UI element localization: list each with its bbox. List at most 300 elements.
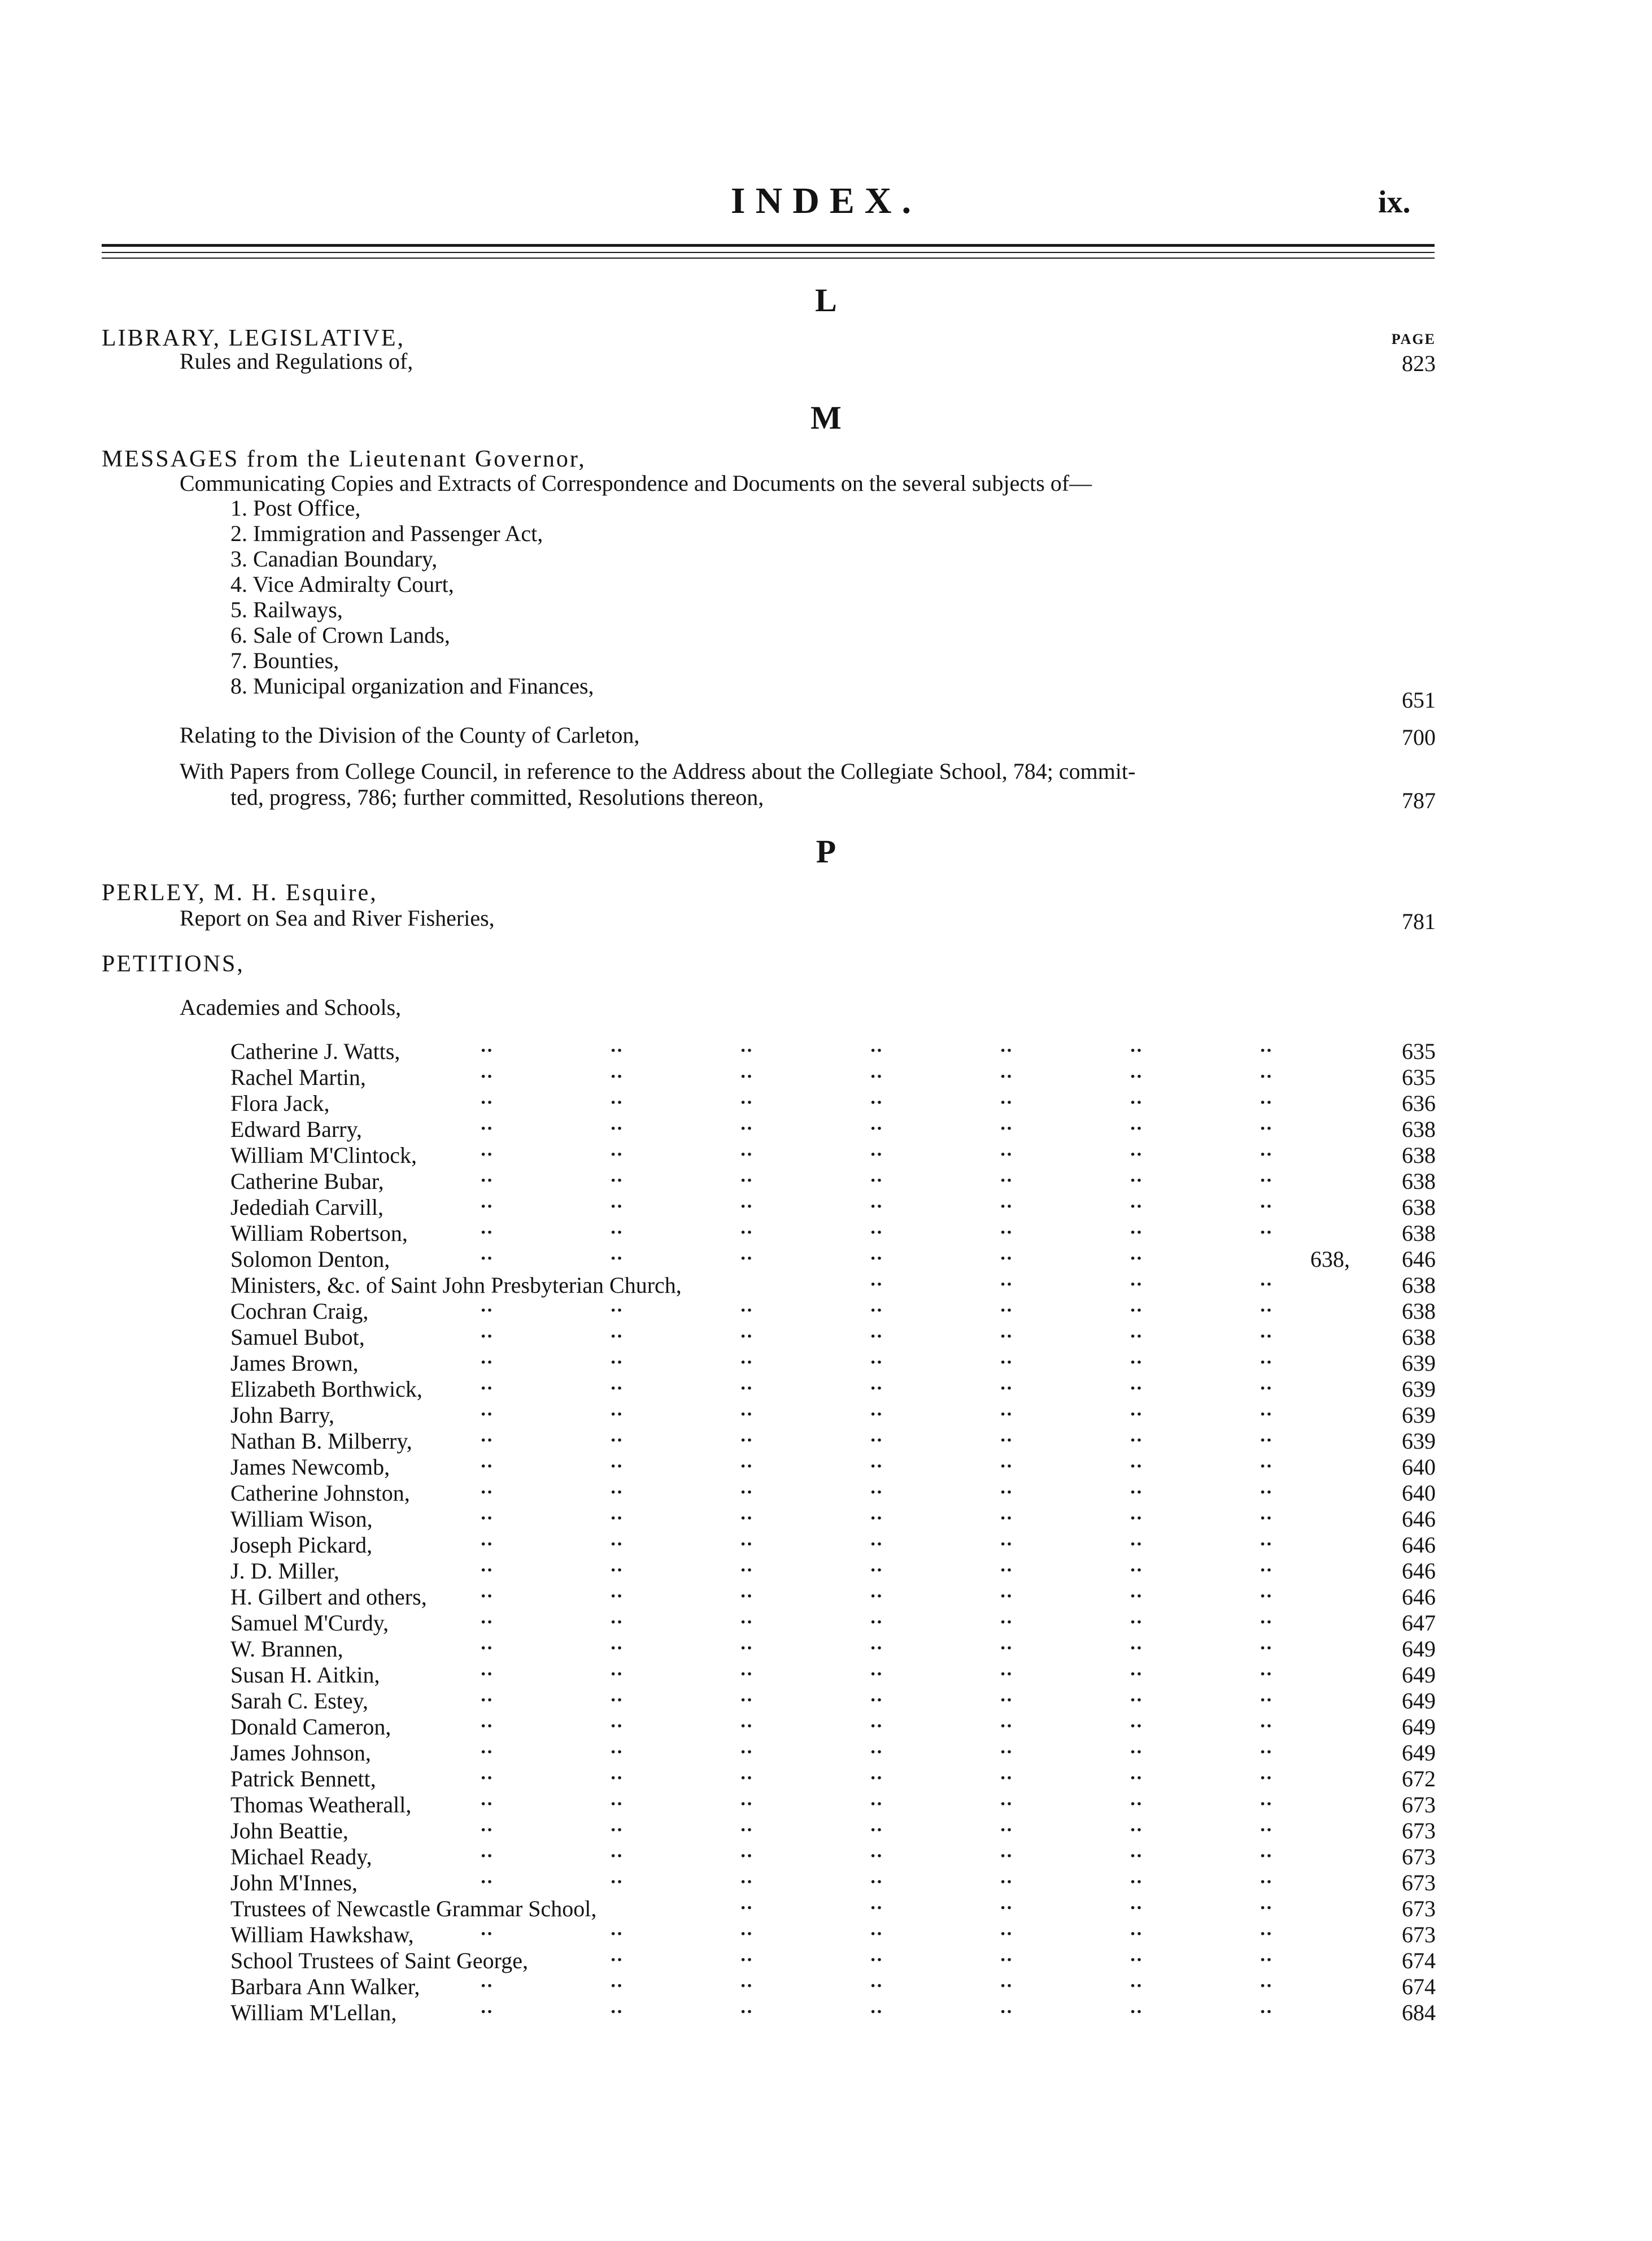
leader-dot: ·· — [610, 1482, 623, 1503]
petition-name: William M'Lellan, — [230, 2000, 397, 2025]
petition-page: 635 — [1402, 1065, 1436, 1090]
petition-page: 649 — [1402, 1636, 1436, 1662]
petition-page: 646 — [1402, 1532, 1436, 1558]
leader-dot: ·· — [1130, 1638, 1143, 1659]
petition-row — [0, 2002, 1652, 2028]
petition-name: Rachel Martin, — [230, 1065, 366, 1090]
leader-dot: ·· — [1259, 1144, 1272, 1165]
library-entry-page: 823 — [1402, 351, 1436, 376]
petition-row — [0, 1508, 1652, 1534]
leader-dot: ·· — [1130, 1768, 1143, 1789]
leader-dot: ·· — [740, 1768, 753, 1789]
leader-dot: ·· — [480, 1482, 493, 1503]
petition-page: 674 — [1402, 1948, 1436, 1973]
petition-name: Samuel M'Curdy, — [230, 1610, 389, 1636]
petition-page: 639 — [1402, 1402, 1436, 1428]
leader-dot: ·· — [1130, 1040, 1143, 1061]
messages-subject-item: 3. Canadian Boundary, — [230, 546, 438, 572]
petition-row — [0, 1768, 1652, 1794]
petition-row — [0, 1716, 1652, 1742]
messages-heading: MESSAGES from the Lieutenant Governor, — [102, 446, 586, 472]
leader-dot: ·· — [480, 1872, 493, 1893]
petition-name: Donald Cameron, — [230, 1714, 391, 1739]
leader-dot: ·· — [1130, 1222, 1143, 1243]
section-letter-p: P — [816, 833, 836, 870]
leader-dot: ·· — [740, 1300, 753, 1321]
leader-dot: ·· — [480, 1976, 493, 1996]
leader-dot: ·· — [1130, 1326, 1143, 1347]
leader-dot: ·· — [1000, 1066, 1013, 1087]
leader-dot: ·· — [1000, 1144, 1013, 1165]
leader-dot: ·· — [610, 1222, 623, 1243]
petition-row — [0, 1742, 1652, 1768]
leader-dot: ·· — [870, 1196, 883, 1217]
leader-dot: ·· — [610, 1950, 623, 1970]
leader-dot: ·· — [740, 1092, 753, 1113]
messages-papers-line1: With Papers from College Council, in reference to the Address about the Collegiate School, 784; commit- — [180, 758, 1136, 784]
leader-dot: ·· — [610, 1560, 623, 1581]
petition-row — [0, 1326, 1652, 1352]
messages-subject-item: 1. Post Office, — [230, 495, 361, 521]
leader-dot: ·· — [870, 1326, 883, 1347]
leader-dot: ·· — [1259, 1222, 1272, 1243]
leader-dot: ·· — [870, 1534, 883, 1555]
leader-dot: ·· — [870, 1222, 883, 1243]
leader-dot: ·· — [1259, 1976, 1272, 1996]
leader-dot: ·· — [610, 1612, 623, 1633]
leader-dot: ·· — [610, 1768, 623, 1789]
leader-dot: ·· — [740, 1924, 753, 1944]
leader-dot: ·· — [610, 1144, 623, 1165]
leader-dot: ·· — [1000, 1326, 1013, 1347]
leader-dot: ·· — [740, 2002, 753, 2022]
petition-name: James Johnson, — [230, 1740, 371, 1765]
leader-dot: ·· — [740, 1456, 753, 1477]
library-heading: LIBRARY, LEGISLATIVE, — [102, 325, 406, 351]
leader-dot: ·· — [480, 1664, 493, 1685]
leader-dot: ·· — [740, 1352, 753, 1373]
leader-dot: ·· — [1130, 1872, 1143, 1893]
petition-row — [0, 1404, 1652, 1430]
petition-name: Flora Jack, — [230, 1091, 330, 1116]
leader-dot: ·· — [740, 1664, 753, 1685]
leader-dot: ·· — [870, 1508, 883, 1529]
leader-dot: ·· — [480, 1040, 493, 1061]
leader-dot: ·· — [480, 1300, 493, 1321]
leader-dot: ·· — [1000, 1794, 1013, 1815]
leader-dot: ·· — [1130, 1534, 1143, 1555]
leader-dot: ·· — [480, 1534, 493, 1555]
leader-dot: ·· — [1130, 1456, 1143, 1477]
leader-dot: ·· — [1259, 1404, 1272, 1425]
leader-dot: ·· — [610, 1820, 623, 1841]
leader-dot: ·· — [480, 1820, 493, 1841]
leader-dot: ·· — [740, 1898, 753, 1919]
leader-dot: ·· — [1130, 1976, 1143, 1996]
leader-dot: ·· — [1259, 1768, 1272, 1789]
leader-dot: ·· — [1130, 1378, 1143, 1399]
petition-page: 649 — [1402, 1740, 1436, 1765]
petition-name: Edward Barry, — [230, 1117, 362, 1142]
petition-page: 684 — [1402, 2000, 1436, 2025]
petition-name: Trustees of Newcastle Grammar School, — [230, 1896, 597, 1921]
leader-dot: ·· — [870, 1144, 883, 1165]
petition-row — [0, 1820, 1652, 1846]
leader-dot: ·· — [1000, 1248, 1013, 1269]
leader-dot: ·· — [610, 1534, 623, 1555]
leader-dot: ·· — [740, 1794, 753, 1815]
petition-name: Cochran Craig, — [230, 1298, 369, 1324]
leader-dot: ·· — [740, 1638, 753, 1659]
leader-dot: ·· — [1130, 1716, 1143, 1737]
leader-dot: ·· — [870, 1482, 883, 1503]
petition-row — [0, 1196, 1652, 1222]
petition-name: Michael Ready, — [230, 1844, 372, 1869]
page-column-label: PAGE — [1391, 331, 1436, 347]
petition-row — [0, 1586, 1652, 1612]
leader-dot: ·· — [1000, 1820, 1013, 1841]
petition-page: 646 — [1402, 1584, 1436, 1610]
leader-dot: ·· — [1259, 1924, 1272, 1944]
leader-dot: ·· — [1000, 1742, 1013, 1763]
leader-dot: ·· — [1000, 1196, 1013, 1217]
leader-dot: ·· — [740, 1950, 753, 1970]
library-entry: Rules and Regulations of, — [180, 348, 413, 374]
leader-dot: ·· — [480, 1456, 493, 1477]
section-letter-m: M — [810, 399, 842, 436]
petition-row — [0, 1170, 1652, 1196]
leader-dot: ·· — [870, 1742, 883, 1763]
leader-dot: ·· — [740, 1326, 753, 1347]
leader-dot: ·· — [740, 1144, 753, 1165]
leader-dot: ·· — [740, 1560, 753, 1581]
leader-dot: ·· — [1130, 1352, 1143, 1373]
petition-row — [0, 1378, 1652, 1404]
leader-dot: ·· — [1000, 1092, 1013, 1113]
leader-dot: ·· — [610, 2002, 623, 2022]
leader-dot: ·· — [610, 1040, 623, 1061]
leader-dot: ·· — [870, 1950, 883, 1970]
leader-dot: ·· — [1130, 1846, 1143, 1867]
leader-dot: ·· — [1259, 1092, 1272, 1113]
petition-row — [0, 1248, 1652, 1274]
petition-row — [0, 1664, 1652, 1690]
leader-dot: ·· — [1000, 1482, 1013, 1503]
perley-entry: Report on Sea and River Fisheries, — [180, 905, 495, 931]
leader-dot: ·· — [1000, 1898, 1013, 1919]
leader-dot: ·· — [740, 1820, 753, 1841]
petition-page: 673 — [1402, 1870, 1436, 1895]
leader-dot: ·· — [740, 1846, 753, 1867]
leader-dot: ·· — [870, 1040, 883, 1061]
leader-dot: ·· — [610, 1404, 623, 1425]
leader-dot: ·· — [610, 1508, 623, 1529]
petition-row — [0, 1092, 1652, 1118]
petition-row — [0, 1872, 1652, 1898]
leader-dot: ·· — [1259, 1118, 1272, 1139]
leader-dot: ·· — [480, 1508, 493, 1529]
leader-dot: ·· — [1130, 1898, 1143, 1919]
leader-dot: ·· — [740, 1534, 753, 1555]
leader-dot: ·· — [1259, 1586, 1272, 1607]
petition-name: Elizabeth Borthwick, — [230, 1376, 422, 1402]
leader-dot: ·· — [1000, 1924, 1013, 1944]
leader-dot: ·· — [480, 1352, 493, 1373]
leader-dot: ·· — [1259, 1456, 1272, 1477]
leader-dot: ·· — [870, 1664, 883, 1685]
petition-page: 635 — [1402, 1039, 1436, 1064]
petition-row — [0, 1924, 1652, 1950]
leader-dot: ·· — [480, 1378, 493, 1399]
leader-dot: ·· — [480, 1742, 493, 1763]
leader-dot: ·· — [870, 1794, 883, 1815]
leader-dot: ·· — [610, 1118, 623, 1139]
leader-dot: ·· — [480, 1118, 493, 1139]
leader-dot: ·· — [1130, 1144, 1143, 1165]
leader-dot: ·· — [870, 1976, 883, 1996]
petition-page: 649 — [1402, 1662, 1436, 1688]
leader-dot: ·· — [1259, 1378, 1272, 1399]
leader-dot: ·· — [1130, 1820, 1143, 1841]
leader-dot: ·· — [1130, 1066, 1143, 1087]
leader-dot: ·· — [740, 1872, 753, 1893]
leader-dot: ·· — [1259, 1560, 1272, 1581]
petition-page: 673 — [1402, 1818, 1436, 1843]
petition-row — [0, 1560, 1652, 1586]
leader-dot: ·· — [870, 1898, 883, 1919]
leader-dot: ·· — [870, 1612, 883, 1633]
petition-row — [0, 1066, 1652, 1092]
header-rule — [102, 244, 1435, 247]
leader-dot: ·· — [1000, 1040, 1013, 1061]
leader-dot: ·· — [1000, 1170, 1013, 1191]
leader-dot: ·· — [610, 1846, 623, 1867]
petition-name: Jedediah Carvill, — [230, 1194, 384, 1220]
leader-dot: ·· — [610, 1664, 623, 1685]
leader-dot: ·· — [1259, 1430, 1272, 1451]
leader-dot: ·· — [1130, 1508, 1143, 1529]
leader-dot: ·· — [610, 1352, 623, 1373]
petition-name: School Trustees of Saint George, — [230, 1948, 529, 1973]
leader-dot: ·· — [480, 1612, 493, 1633]
leader-dot: ·· — [1259, 1274, 1272, 1295]
leader-dot: ·· — [1000, 1586, 1013, 1607]
leader-dot: ·· — [740, 1612, 753, 1633]
petition-name: Joseph Pickard, — [230, 1532, 373, 1558]
petition-page: 638 — [1402, 1298, 1436, 1324]
petition-page: 647 — [1402, 1610, 1436, 1636]
leader-dot: ·· — [1130, 1612, 1143, 1633]
petition-name: Catherine J. Watts, — [230, 1039, 400, 1064]
petition-page: 638 — [1402, 1117, 1436, 1142]
leader-dot: ·· — [610, 1690, 623, 1711]
petition-row — [0, 1612, 1652, 1638]
leader-dot: ·· — [480, 1066, 493, 1087]
leader-dot: ·· — [1130, 1118, 1143, 1139]
leader-dot: ·· — [870, 1560, 883, 1581]
leader-dot: ·· — [870, 1586, 883, 1607]
leader-dot: ·· — [1000, 1612, 1013, 1633]
leader-dot: ·· — [1259, 1352, 1272, 1373]
petition-page: 649 — [1402, 1714, 1436, 1739]
leader-dot: ·· — [740, 1690, 753, 1711]
leader-dot: ·· — [870, 1066, 883, 1087]
leader-dot: ·· — [1000, 1300, 1013, 1321]
leader-dot: ·· — [610, 1430, 623, 1451]
leader-dot: ·· — [1130, 1560, 1143, 1581]
petition-name: John M'Innes, — [230, 1870, 358, 1895]
leader-dot: ·· — [1130, 1690, 1143, 1711]
petition-row — [0, 1794, 1652, 1820]
leader-dot: ·· — [740, 1118, 753, 1139]
petition-name: Samuel Bubot, — [230, 1324, 365, 1350]
leader-dot: ·· — [480, 1586, 493, 1607]
leader-dot: ·· — [1259, 1196, 1272, 1217]
leader-dot: ·· — [1259, 1716, 1272, 1737]
leader-dot: ·· — [610, 1638, 623, 1659]
petition-name: Solomon Denton, — [230, 1246, 390, 1272]
petition-page: 673 — [1402, 1922, 1436, 1947]
petitions-list — [0, 1040, 1652, 2028]
leader-dot: ·· — [870, 1846, 883, 1867]
messages-subject-item: 6. Sale of Crown Lands, — [230, 622, 450, 648]
leader-dot: ·· — [1000, 1950, 1013, 1970]
petition-row — [0, 1144, 1652, 1170]
messages-subject-item: 4. Vice Admiralty Court, — [230, 572, 454, 597]
leader-dot: ·· — [740, 1196, 753, 1217]
leader-dot: ·· — [1000, 1430, 1013, 1451]
leader-dot: ·· — [1000, 1976, 1013, 1996]
leader-dot: ·· — [1130, 2002, 1143, 2022]
leader-dot: ·· — [610, 1586, 623, 1607]
petition-name: Ministers, &c. of Saint John Presbyterian Church, — [230, 1272, 682, 1298]
petition-row — [0, 1976, 1652, 2002]
leader-dot: ·· — [870, 1378, 883, 1399]
petition-page: 673 — [1402, 1896, 1436, 1921]
leader-dot: ·· — [1000, 1352, 1013, 1373]
leader-dot: ·· — [870, 1118, 883, 1139]
leader-dot: ·· — [1000, 2002, 1013, 2022]
perley-heading: PERLEY, M. H. Esquire, — [102, 880, 378, 906]
leader-dot: ·· — [480, 1196, 493, 1217]
leader-dot: ·· — [870, 1820, 883, 1841]
petition-row — [0, 1118, 1652, 1144]
petition-page: 639 — [1402, 1350, 1436, 1376]
petition-page: 646 — [1402, 1246, 1436, 1272]
leader-dot: ·· — [1259, 1066, 1272, 1087]
leader-dot: ·· — [480, 1846, 493, 1867]
petition-name: H. Gilbert and others, — [230, 1584, 427, 1610]
petition-name: Patrick Bennett, — [230, 1766, 376, 1791]
petition-page: 646 — [1402, 1506, 1436, 1532]
petition-page: 639 — [1402, 1376, 1436, 1402]
leader-dot: ·· — [870, 1638, 883, 1659]
petition-row — [0, 1300, 1652, 1326]
leader-dot: ·· — [1000, 1274, 1013, 1295]
petition-row — [0, 1638, 1652, 1664]
leader-dot: ·· — [1000, 1534, 1013, 1555]
leader-dot: ·· — [740, 1716, 753, 1737]
petition-extra-page: 638, — [1310, 1246, 1350, 1272]
leader-dot: ·· — [1000, 1638, 1013, 1659]
leader-dot: ·· — [870, 1690, 883, 1711]
leader-dot: ·· — [1000, 1716, 1013, 1737]
petition-page: 638 — [1402, 1194, 1436, 1220]
messages-papers-line2: ted, progress, 786; further committed, Resolutions thereon, — [230, 784, 764, 810]
leader-dot: ·· — [1130, 1742, 1143, 1763]
leader-dot: ·· — [870, 1248, 883, 1269]
leader-dot: ·· — [870, 1456, 883, 1477]
leader-dot: ·· — [610, 1170, 623, 1191]
leader-dot: ·· — [1130, 1248, 1143, 1269]
leader-dot: ·· — [1130, 1404, 1143, 1425]
petition-name: Susan H. Aitkin, — [230, 1662, 380, 1688]
leader-dot: ·· — [1259, 1638, 1272, 1659]
leader-dot: ·· — [740, 1430, 753, 1451]
leader-dot: ·· — [870, 1768, 883, 1789]
leader-dot: ·· — [1259, 1820, 1272, 1841]
header-rule — [102, 258, 1435, 259]
messages-subject-item: 2. Immigration and Passenger Act, — [230, 521, 543, 546]
petition-row — [0, 1456, 1652, 1482]
leader-dot: ·· — [610, 1742, 623, 1763]
leader-dot: ·· — [610, 1716, 623, 1737]
leader-dot: ·· — [870, 1404, 883, 1425]
petition-name: William Robertson, — [230, 1220, 408, 1246]
leader-dot: ·· — [870, 1274, 883, 1295]
leader-dot: ·· — [870, 1430, 883, 1451]
petition-name: William Hawkshaw, — [230, 1922, 414, 1947]
petition-name: Thomas Weatherall, — [230, 1792, 412, 1817]
leader-dot: ·· — [870, 1092, 883, 1113]
petition-page: 640 — [1402, 1454, 1436, 1480]
messages-subjects-page: 651 — [1402, 687, 1436, 713]
leader-dot: ·· — [1130, 1092, 1143, 1113]
leader-dot: ·· — [1000, 1508, 1013, 1529]
petition-name: John Barry, — [230, 1402, 335, 1428]
leader-dot: ·· — [870, 1352, 883, 1373]
leader-dot: ·· — [610, 1066, 623, 1087]
leader-dot: ·· — [480, 1326, 493, 1347]
leader-dot: ·· — [1259, 1508, 1272, 1529]
petition-page: 673 — [1402, 1792, 1436, 1817]
leader-dot: ·· — [1000, 1664, 1013, 1685]
leader-dot: ·· — [740, 1976, 753, 1996]
leader-dot: ·· — [1259, 1326, 1272, 1347]
leader-dot: ·· — [1259, 1482, 1272, 1503]
leader-dot: ·· — [480, 1092, 493, 1113]
leader-dot: ·· — [740, 1170, 753, 1191]
petition-name: William M'Clintock, — [230, 1143, 417, 1168]
page-folio: ix. — [1378, 185, 1411, 220]
leader-dot: ·· — [1130, 1196, 1143, 1217]
leader-dot: ·· — [1130, 1586, 1143, 1607]
leader-dot: ·· — [480, 1248, 493, 1269]
leader-dot: ·· — [1000, 1118, 1013, 1139]
leader-dot: ·· — [1259, 1742, 1272, 1763]
leader-dot: ·· — [1259, 1872, 1272, 1893]
messages-relating-page: 700 — [1402, 725, 1436, 750]
petition-name: Sarah C. Estey, — [230, 1688, 369, 1714]
leader-dot: ·· — [1130, 1794, 1143, 1815]
leader-dot: ·· — [480, 1170, 493, 1191]
leader-dot: ·· — [1259, 1612, 1272, 1633]
leader-dot: ·· — [1000, 1690, 1013, 1711]
petition-row — [0, 1482, 1652, 1508]
leader-dot: ·· — [1259, 1040, 1272, 1061]
leader-dot: ·· — [740, 1586, 753, 1607]
petition-name: Catherine Bubar, — [230, 1169, 384, 1194]
